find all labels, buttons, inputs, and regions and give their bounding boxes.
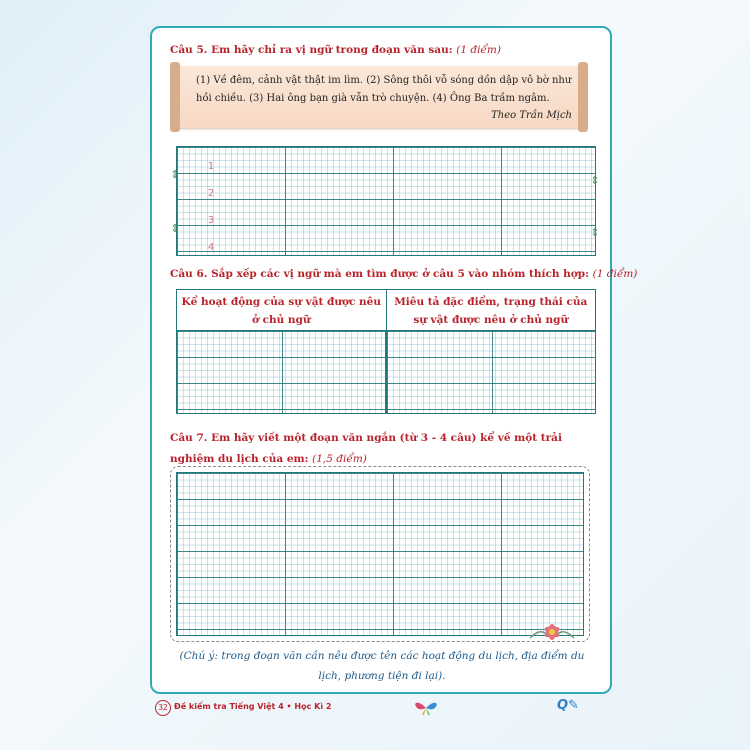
line-number-2: 2 [207,188,215,199]
question-7-note: (Chú ý: trong đoạn văn cần nêu được tên các hoạt động du lịch, địa điểm du lịch, phương tiện đi lại). [179,650,585,682]
question-5-title [170,40,501,61]
arrow-icon: ⇕ [170,168,180,181]
arrow-icon: ⇕ [170,222,180,235]
question-6-points: (1 điểm) [592,268,638,280]
arrow-icon: ⇕ [590,174,600,187]
question-5-text: Câu 5. Em hãy chỉ ra vị ngữ trong đoạn văn sau: [170,44,453,56]
question-7-title [170,428,590,470]
table-column-divider [385,330,387,414]
question-6-text: Câu 6. Sắp xếp các vị ngữ mà em tìm được ở câu 5 vào nhóm thích hợp: [170,268,590,280]
line-number-4: 4 [207,242,215,253]
page-number: 32 [155,700,171,716]
question-7-text: Câu 7. Em hãy viết một đoạn văn ngắn (từ 3 - 4 câu) kể về một trải nghiệm du lịch của em: [170,432,562,465]
answer-grid-q5[interactable] [176,146,596,256]
footer-title-text: Đề kiểm tra Tiếng Việt 4 [174,702,284,711]
flower-icon [528,616,576,646]
butterfly-logo-icon [414,700,438,716]
publisher-logo-icon: Q✎ [557,698,579,713]
footer-book-title [174,702,331,711]
column-header-traits: Miêu tả đặc điểm, trạng thái của sự vật được nêu ở chủ ngữ [386,290,596,330]
grouping-table-header [176,289,596,331]
arrow-icon: ⇕ [590,226,600,239]
answer-grid-q7[interactable] [176,472,584,636]
column-header-actions: Kể hoạt động của sự vật được nêu ở chủ ngữ [181,296,381,326]
question-7-points: (1,5 điểm) [312,453,367,465]
passage-scroll [176,66,582,128]
question-5-points: (1 điểm) [456,44,501,56]
passage-text: (1) Về đêm, cảnh vật thật im lìm. (2) Sông thôi vỗ sóng dồn dập vô bờ như hồi chiều. (3) Hai ông bạn già vẫn trò chuyện. (4) Ông Ba trầm ngâm. [196,75,572,104]
line-number-3: 3 [207,215,215,226]
line-number-1: 1 [207,161,215,172]
footer-term: Học Kì 2 [294,702,332,711]
question-6-title [170,264,637,285]
passage-source: Theo Trần Mịch [491,110,572,121]
footer-separator: • [286,702,295,711]
